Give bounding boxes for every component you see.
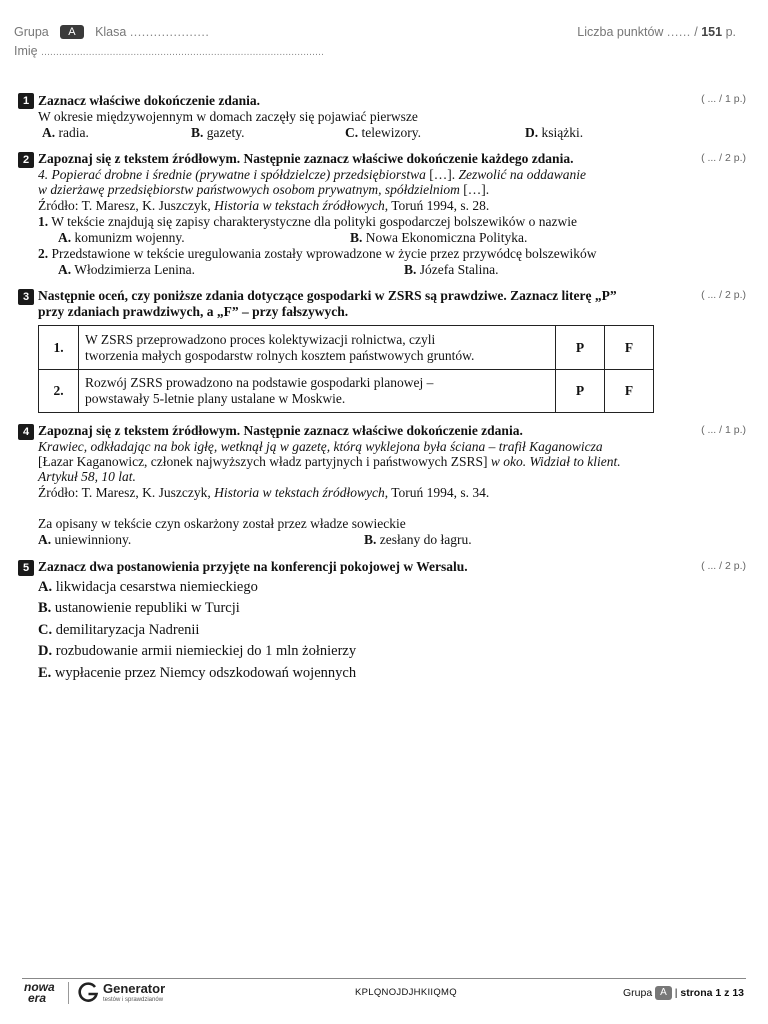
footer-page-info: [623, 986, 744, 1000]
group-label: Grupa: [14, 25, 49, 39]
answer-option-2-1b[interactable]: [350, 230, 527, 246]
question-number-1: 1: [18, 93, 34, 109]
points-unit: p.: [725, 25, 736, 39]
test-code: KPLQNOJDJHKIIQMQ: [355, 987, 457, 998]
statement-number: 1.: [39, 326, 79, 370]
footer-group-badge: A: [655, 986, 672, 1000]
class-blank[interactable]: ....................: [129, 25, 210, 39]
question-instruction-2: Zapoznaj się z tekstem źródłowym. Następnie zaznacz właściwe dokończenie każdego zdania.: [38, 151, 574, 166]
statement-line: W ZSRS przeprowadzono proces kolektywizacji rolnictwa, czyli: [85, 331, 436, 347]
answer-option-1d[interactable]: [525, 125, 583, 141]
points-total: 151: [701, 25, 723, 39]
group-field: [14, 25, 209, 39]
page-of: z: [724, 987, 730, 999]
statement-line: powstawały 5-letnie plany ustalane w Moskwie.: [85, 391, 346, 406]
source-fragment: w dzierżawę przedsiębiorstw państwowych osobom prywatnym, spółdzielniom: [38, 182, 460, 197]
question-number-5: 5: [18, 560, 34, 576]
option-text: gazety.: [206, 125, 245, 140]
option-letter: A.: [42, 125, 56, 140]
logo-separator: [68, 982, 69, 1004]
option-letter: B.: [404, 262, 417, 277]
option-letter: B.: [350, 230, 363, 245]
subquestion-2-1: [38, 214, 577, 230]
source-text-4-line3: Artykuł 58, 10 lat.: [38, 469, 136, 484]
generator-logo-icon: [77, 981, 99, 1008]
question-number-4: 4: [18, 424, 34, 440]
option-letter: E.: [38, 665, 52, 681]
name-blank[interactable]: ...............................................................................................: [41, 47, 325, 58]
citation-authors: Źródło: T. Maresz, K. Juszczyk,: [38, 485, 215, 500]
source-ellipsis: […].: [425, 167, 459, 182]
option-text: uniewinniony.: [54, 532, 132, 547]
source-citation-4: [38, 485, 489, 501]
option-text: Włodzimierza Lenina.: [74, 262, 195, 277]
answer-option-5b[interactable]: [38, 600, 240, 616]
subquestion-2-2: [38, 246, 597, 262]
question-number-3: 3: [18, 289, 34, 305]
answer-option-2-2b[interactable]: [404, 262, 499, 278]
citation-authors: Źródło: T. Maresz, K. Juszczyk,: [38, 198, 215, 213]
answer-option-5c[interactable]: [38, 622, 199, 638]
question-points-1: ( ... / 1 p.): [701, 93, 746, 105]
table-row: [39, 326, 654, 370]
source-text-4-line1: Krawiec, odkładając na bok igłę, wetknął ją w gazetę, którą wyklejona była ściana – trafił Kaganowicza: [38, 439, 603, 454]
question-points-4: ( ... / 1 p.): [701, 424, 746, 436]
option-text: wypłacenie przez Niemcy odszkodowań wojennych: [54, 665, 357, 681]
generator-title: Generator: [103, 981, 166, 996]
nowa-era-logo: [24, 982, 55, 1004]
option-letter: A.: [58, 262, 72, 277]
subquestion-text: W tekście znajdują się zapisy charakterystyczne dla polityki gospodarczej bolszewików o nazwie: [48, 214, 577, 229]
answer-option-2-2a[interactable]: [58, 262, 195, 278]
answer-option-5a[interactable]: [38, 579, 258, 595]
source-fragment: Zezwolić na oddawanie: [458, 167, 586, 182]
question-points-2: ( ... / 2 p.): [701, 152, 746, 164]
group-badge: A: [60, 25, 83, 39]
name-field: [14, 44, 324, 58]
answer-option-1c[interactable]: [345, 125, 421, 141]
subquestion-number: 1.: [38, 214, 49, 229]
question-points-5: ( ... / 2 p.): [701, 560, 746, 572]
option-text: zesłany do łagru.: [379, 532, 472, 547]
logo-line-1: nowa: [24, 980, 55, 994]
statement-text: [79, 326, 556, 370]
answer-option-5d[interactable]: [38, 643, 356, 659]
citation-title: Historia w tekstach źródłowych: [214, 485, 385, 500]
page-word: strona: [680, 987, 713, 999]
answer-option-4a[interactable]: [38, 532, 131, 548]
true-option[interactable]: P: [556, 326, 605, 370]
answer-option-1a[interactable]: [42, 125, 89, 141]
source-text-2-line1: [38, 167, 586, 183]
option-letter: D.: [525, 125, 539, 140]
logo-line-2: era: [28, 991, 47, 1005]
source-fragment: w oko. Widział to klient.: [487, 454, 621, 469]
option-text: radia.: [58, 125, 89, 140]
question-instruction-5: Zaznacz dwa postanowienia przyjęte na konferencji pokojowej w Wersalu.: [38, 559, 468, 574]
footer-divider: [22, 978, 746, 979]
source-text-4-line2: [38, 454, 621, 470]
footer-separator: |: [674, 987, 678, 999]
citation-details: , Toruń 1994, s. 28.: [384, 198, 490, 213]
true-option[interactable]: P: [556, 370, 605, 413]
statement-text: [79, 370, 556, 413]
option-letter: C.: [38, 622, 53, 638]
question-instruction-1: Zaznacz właściwe dokończenie zdania.: [38, 93, 260, 108]
option-letter: B.: [364, 532, 377, 547]
page-current: 1: [715, 987, 722, 999]
option-text: komunizm wojenny.: [74, 230, 185, 245]
points-field: [577, 25, 736, 39]
option-letter: D.: [38, 643, 53, 659]
source-ellipsis: […].: [459, 182, 490, 197]
points-separator: /: [694, 25, 698, 39]
question-instruction-4: Zapoznaj się z tekstem źródłowym. Następnie zaznacz właściwe dokończenie zdania.: [38, 423, 523, 438]
answer-option-5e[interactable]: [38, 665, 356, 681]
false-option[interactable]: F: [605, 370, 654, 413]
option-text: telewizory.: [361, 125, 421, 140]
points-blank[interactable]: ......: [666, 25, 691, 39]
option-letter: B.: [38, 600, 52, 616]
page-total: 13: [732, 987, 744, 999]
answer-option-2-1a[interactable]: [58, 230, 185, 246]
answer-option-4b[interactable]: [364, 532, 472, 548]
subquestion-number: 2.: [38, 246, 49, 261]
option-text: Nowa Ekonomiczna Polityka.: [365, 230, 528, 245]
option-text: ustanowienie republiki w Turcji: [54, 600, 240, 616]
source-text-2-line2: [38, 182, 489, 198]
citation-details: , Toruń 1994, s. 34.: [384, 485, 490, 500]
option-letter: A.: [38, 532, 52, 547]
statement-number: 2.: [39, 370, 79, 413]
citation-title: Historia w tekstach źródłowych: [214, 198, 385, 213]
answer-option-1b[interactable]: [191, 125, 245, 141]
true-false-table: [38, 325, 654, 413]
name-label: Imię: [14, 44, 38, 58]
class-label: Klasa: [95, 25, 127, 39]
footer-group-label: Grupa: [623, 987, 653, 999]
points-label: Liczba punktów: [577, 25, 664, 39]
statement-line: Rozwój ZSRS prowadzono na podstawie gospodarki planowej –: [85, 375, 434, 390]
question-instruction-3-line1: Następnie oceń, czy poniższe zdania dotyczące gospodarki w ZSRS są prawdziwe. Zaznacz literę „P”: [38, 288, 617, 303]
option-text: likwidacja cesarstwa niemieckiego: [55, 579, 258, 595]
option-text: demilitaryzacja Nadrenii: [55, 622, 200, 638]
option-letter: B.: [191, 125, 204, 140]
source-fragment: [Łazar Kaganowicz, członek najwyższych władz partyjnych i państwowych ZSRS]: [38, 454, 488, 469]
source-citation-2: [38, 198, 489, 214]
source-fragment: 4. Popierać drobne i średnie (prywatne i spółdzielcze) przedsiębiorstwa: [38, 167, 426, 182]
generator-subtitle: testów i sprawdzianów: [103, 997, 164, 1003]
question-points-3: ( ... / 2 p.): [701, 289, 746, 301]
option-letter: A.: [38, 579, 53, 595]
question-instruction-3-line2: przy zdaniach prawdziwych, a „F” – przy fałszywych.: [38, 304, 349, 319]
option-text: rozbudowanie armii niemieckiej do 1 mln żołnierzy: [55, 643, 357, 659]
question-stem-1: W okresie międzywojennym w domach zaczęły się pojawiać pierwsze: [38, 109, 418, 124]
question-stem-4: Za opisany w tekście czyn oskarżony został przez władze sowieckie: [38, 516, 406, 531]
false-option[interactable]: F: [605, 326, 654, 370]
option-letter: C.: [345, 125, 359, 140]
table-row: [39, 370, 654, 413]
option-text: książki.: [541, 125, 584, 140]
question-number-2: 2: [18, 152, 34, 168]
subquestion-text: Przedstawione w tekście uregulowania zostały wprowadzone w życie przez przywódcę bolszewików: [48, 246, 597, 261]
option-text: Józefa Stalina.: [419, 262, 499, 277]
option-letter: A.: [58, 230, 72, 245]
statement-line: tworzenia małych gospodarstw rolnych kosztem państwowych gruntów.: [85, 347, 475, 363]
